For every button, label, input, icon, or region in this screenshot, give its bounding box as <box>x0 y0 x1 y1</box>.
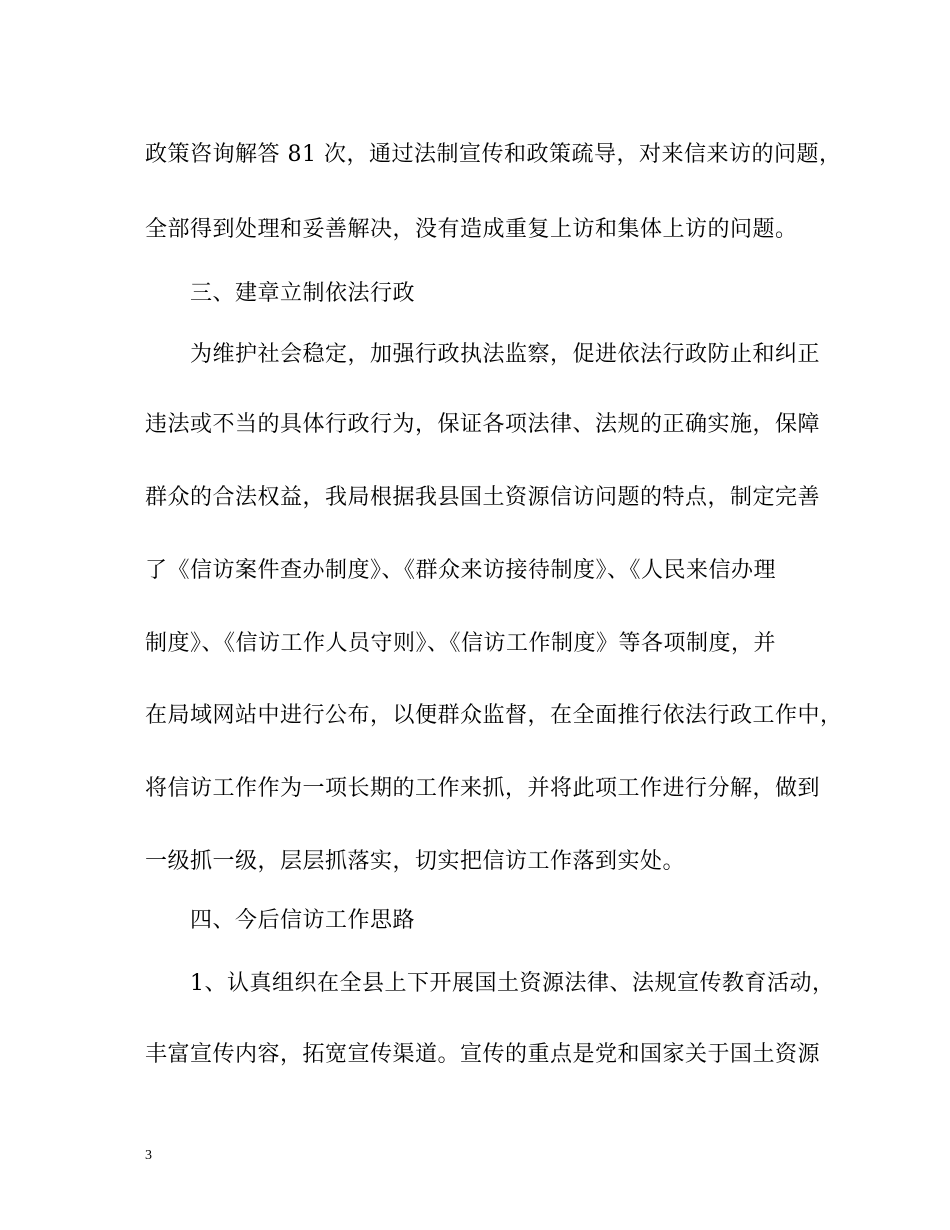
body-text-line: 在局域网站中进行公布，以便群众监督，在全面推行依法行政工作中， <box>145 703 843 728</box>
body-text-line: 为维护社会稳定，加强行政执法监察，促进依法行政防止和纠正 <box>190 342 821 367</box>
body-text-line: 1、认真组织在全县上下开展国土资源法律、法规宣传教育活动， <box>190 971 835 996</box>
body-text-line: 了《信访案件查办制度》、《群众来访接待制度》、《人民来信办理 <box>145 558 777 583</box>
section-heading: 四、今后信访工作思路 <box>190 908 416 933</box>
body-text-line: 丰富宣传内容，拓宽宣传渠道。宣传的重点是党和国家关于国土资源 <box>145 1042 821 1067</box>
body-text-line: 一级抓一级，层层抓落实，切实把信访工作落到实处。 <box>145 849 686 874</box>
body-text-line: 政策咨询解答 81 次，通过法制宣传和政策疏导，对来信来访的问题， <box>145 142 842 167</box>
body-text-line: 全部得到处理和妥善解决，没有造成重复上访和集体上访的问题。 <box>145 217 798 242</box>
body-text-line: 将信访工作作为一项长期的工作来抓，并将此项工作进行分解，做到 <box>145 776 821 801</box>
page-number: 3 <box>145 1148 152 1163</box>
section-heading: 三、建章立制依法行政 <box>190 281 416 306</box>
body-text-line: 群众的合法权益，我局根据我县国土资源信访问题的特点，制定完善 <box>145 485 821 510</box>
body-text-line: 制度》、《信访工作人员守则》、《信访工作制度》等各项制度，并 <box>145 631 777 656</box>
body-text-line: 违法或不当的具体行政行为，保证各项法律、法规的正确实施，保障 <box>145 412 821 437</box>
